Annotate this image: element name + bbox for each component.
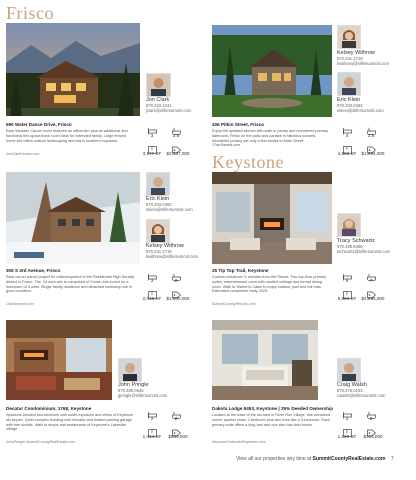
region-heading-frisco: Frisco	[6, 3, 54, 23]
agent-name: Eric Klein	[146, 196, 170, 202]
bath-icon	[172, 406, 181, 414]
listing-description: Rare Wooden Canoe home features an office/den plus an additional and functional flex-space/bunk room ideal for extended family. Large fenced home site offers mature landscaping and warm southern exposure.	[6, 129, 128, 143]
bed-icon	[148, 268, 157, 276]
listing-description: Custom residence ½ minutes from the Resort. Two top-floor primary suites, entertainment room with vaulted ceilings and formal dining room. Walk to Warren's Cabin to enjoy outdoor pool and hot tubs. Estimated completion early 2023.	[212, 275, 327, 294]
agent-name: Kelsey Withrow	[337, 50, 375, 56]
beds-count: 3	[150, 278, 154, 283]
listing-website[interactable]: JohnPringle.SummitCountyRealEstate.com	[6, 440, 75, 444]
agent-phone: 970.231.2719	[146, 249, 172, 254]
agent-email[interactable]: eklein@slifersummit.com	[146, 207, 193, 212]
agent-email[interactable]: tschwartz@slifersummit.com	[337, 249, 391, 254]
bath-icon	[172, 268, 181, 276]
agent-name: Craig Walsh	[337, 382, 367, 388]
listing-website[interactable]: KeystoneColoradoProperties.com	[212, 440, 266, 444]
agent-name: Eric Klein	[337, 97, 361, 103]
price-tag-icon	[367, 286, 376, 294]
listing-photo-frisco-house	[6, 23, 140, 116]
bed-icon	[343, 122, 352, 130]
listing-price: $1,994,000	[361, 151, 385, 156]
listing-address: 25 Tip Top Trail, Keystone	[212, 268, 269, 273]
listing-description: Spacious Decatur two-bedroom with south exposure and views of Keystone ski slopes. Quiet complex building with elevator and heated parking garage with free shuttle. Walk to shops and restaurants of Keystone's Lakeside Village.	[6, 413, 134, 432]
footer-note	[236, 456, 394, 462]
agent-name: John Pringle	[118, 382, 149, 388]
agent-email[interactable]: jclark@slifersummit.com	[146, 108, 192, 113]
beds-count: 4	[345, 133, 349, 138]
agent-email[interactable]: eklein@slifersummit.com	[337, 108, 384, 113]
agent-phone: 970.333.0482	[146, 202, 172, 207]
listing-photo-pitkin-street	[212, 25, 332, 117]
agent-photo-john-pringle	[118, 358, 142, 382]
agent-photo-kelsey-withrow	[146, 219, 170, 243]
bed-icon	[148, 122, 157, 130]
listing-photo-decatur-condo	[6, 320, 112, 400]
agent-phone: 970.333.0482	[337, 103, 363, 108]
region-heading-keystone: Keystone	[212, 152, 284, 172]
listing-address: 406 Pitkin Street, Frisco	[212, 122, 265, 127]
bed-icon	[148, 406, 157, 414]
listing-address: 306 S 3rd Avenue, Frisco	[6, 268, 61, 273]
floorplan-icon	[343, 286, 352, 294]
agent-email[interactable]: kwithrow@slifersummit.com	[337, 61, 389, 66]
listing-price: $1,900,000	[166, 296, 190, 301]
floorplan-icon	[343, 424, 352, 432]
listing-price: $4,695,000	[361, 296, 385, 301]
agent-phone: 970.333.1041	[146, 103, 172, 108]
beds-count: 2	[345, 416, 349, 421]
bed-icon	[343, 406, 352, 414]
agent-name: Tracy Schwartz	[337, 238, 375, 244]
listing-description: Enjoy the updated kitchen with walk-in pantry and remodeled primary bathroom. Relax on the patio and partake in fabulous sunsets. Wonderful privacy yet only a few blocks to Main Street. 17anSawed.com	[212, 129, 329, 148]
square-footage: 5,656 SF	[337, 296, 357, 301]
square-footage: 3,177 SF	[142, 151, 162, 156]
listing-photo-dakota-lodge	[212, 320, 318, 400]
floorplan-icon	[148, 141, 157, 149]
agent-email[interactable]: cwalsh@slifersummit.com	[337, 393, 386, 398]
baths-count: 7	[369, 278, 373, 283]
listing-address: 590 Water Dance Drive, Frisco	[6, 122, 72, 127]
agent-photo-craig-walsh	[337, 358, 361, 382]
floorplan-icon	[148, 286, 157, 294]
agent-photo-tracy-schwartz	[337, 213, 361, 237]
baths-count: 2	[174, 416, 178, 421]
footer-prefix: View all our properties any time at	[236, 456, 312, 462]
beds-count: 5	[345, 278, 349, 283]
listing-photo-3rd-avenue	[6, 172, 140, 264]
listing-address: Dakota Lodge 8453, Keystone | 25% Deeded Ownership	[212, 406, 334, 411]
floorplan-icon	[148, 424, 157, 432]
square-footage: 4,506 SF	[337, 151, 357, 156]
baths-count: 2	[174, 278, 178, 283]
square-footage: 1,120 SF	[337, 434, 357, 439]
bed-icon	[343, 268, 352, 276]
listing-address: Decatur Condominium, 1768, Keystone	[6, 406, 92, 411]
beds-count: 2	[150, 416, 154, 421]
listing-price: $315,000	[363, 434, 383, 439]
agent-name: Jon Clark	[146, 97, 170, 103]
square-footage: 2,048 SF	[142, 296, 162, 301]
price-tag-icon	[172, 141, 181, 149]
footer-website-link[interactable]: SummitCountyRealEstate.com	[312, 456, 386, 462]
listing-website[interactable]: JonClarkHomes.com	[6, 152, 40, 156]
agent-photo-kelsey-withrow	[337, 25, 361, 49]
bath-icon	[172, 122, 181, 130]
agent-email[interactable]: kwithrow@slifersummit.com	[146, 254, 198, 259]
agent-photo-jon-clark	[146, 73, 171, 97]
beds-count: 3	[150, 133, 154, 138]
agent-photo-eric-klein	[146, 172, 170, 196]
agent-phone: 970.485.9456	[337, 244, 363, 249]
bath-icon	[367, 122, 376, 130]
agent-name: Kelsey Withrow	[146, 243, 184, 249]
agent-phone: 970.376.0193	[337, 388, 363, 393]
listing-website[interactable]: OlanSummit.com	[6, 302, 34, 306]
agent-photo-eric-klein	[337, 72, 361, 96]
bath-icon	[367, 268, 376, 276]
square-footage: 1,414 SF	[142, 434, 162, 439]
listing-price: $839,000	[168, 434, 188, 439]
listing-photo-tip-top-trail	[212, 172, 332, 264]
agent-email[interactable]: jpringle@slifersummit.com	[118, 393, 168, 398]
bath-icon	[367, 406, 376, 414]
baths-count: 2	[369, 416, 373, 421]
price-tag-icon	[172, 286, 181, 294]
price-tag-icon	[367, 424, 376, 432]
agent-phone: 970.389.0645	[118, 388, 144, 393]
price-tag-icon	[172, 424, 181, 432]
agent-phone: 970.231.2719	[337, 56, 363, 61]
listing-website[interactable]: SummitCountyResorts.com	[212, 302, 256, 306]
baths-count: 3.5	[172, 133, 180, 138]
page-number: 7	[390, 456, 394, 462]
floorplan-icon	[343, 141, 352, 149]
listing-price: $2,587,000	[166, 151, 190, 156]
listing-description: Located at the base of the ski area in River Run Village, this oversized corner quarter share 2-bedroom plus den lives like a 3-bedroom. Each primary suite offers a king bed and one also has twin bunks.	[212, 413, 330, 427]
listing-description: Rare corner parcel project for redevelopment in the Residential High Density district in Frisco. The .24 acre site is comprised of 3 town lots zoned for a maximum of 4 units. Single family residence and detached workshop are in good condition.	[6, 275, 135, 294]
baths-count: 3.5	[367, 133, 375, 138]
price-tag-icon	[367, 141, 376, 149]
